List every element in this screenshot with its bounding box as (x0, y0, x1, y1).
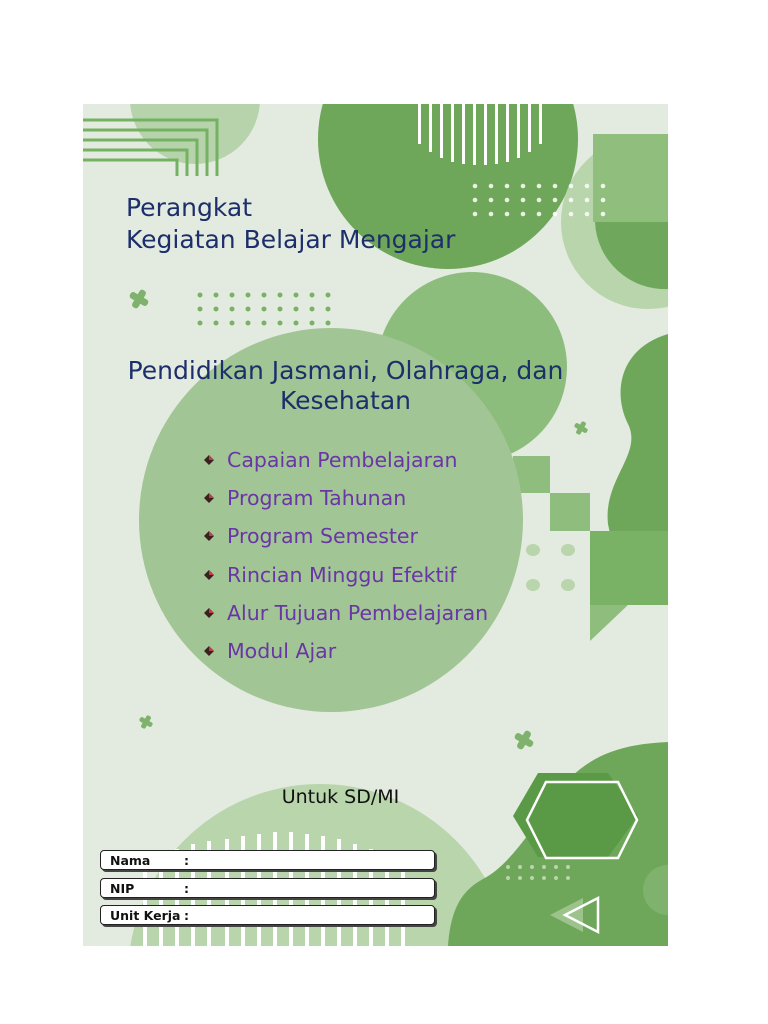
diamond-bullet-icon (203, 485, 217, 511)
list-item (203, 638, 488, 676)
list-item-text: Rincian Minggu Efektif (227, 562, 457, 587)
list-item (203, 523, 488, 561)
field-label: Nama (110, 852, 151, 868)
list-item-text: Program Tahunan (227, 486, 407, 511)
decor-dots-left (198, 293, 331, 326)
field-label: Unit Kerja (110, 907, 181, 923)
field-colon: : (184, 880, 189, 896)
list-item (203, 485, 488, 523)
list-item (203, 447, 488, 485)
list-item-text: Modul Ajar (227, 638, 337, 663)
field-colon: : (184, 907, 189, 923)
contents-list (203, 447, 488, 676)
cover-page (83, 104, 668, 946)
subject-title (83, 356, 608, 416)
diamond-bullet-icon (203, 638, 217, 664)
diamond-bullet-icon (203, 562, 217, 588)
list-item-text: Capaian Pembelajaran (227, 448, 458, 472)
nip-field[interactable] (100, 878, 435, 898)
school-level: Untuk SD/MI (281, 786, 400, 808)
diamond-bullet-icon (203, 523, 217, 549)
list-item-text: Alur Tujuan Pembelajaran (227, 600, 489, 625)
list-item (203, 600, 488, 638)
name-field[interactable] (100, 850, 435, 870)
work-unit-field[interactable] (100, 905, 435, 925)
document-title (126, 192, 455, 256)
field-colon: : (184, 852, 189, 868)
diamond-bullet-icon (203, 600, 217, 626)
subject-line-2: Kesehatan (279, 386, 412, 415)
diamond-bullet-icon (203, 447, 217, 473)
list-item-text: Program Semester (227, 524, 418, 549)
decor-circle-top-left (130, 104, 260, 164)
title-line-2: Kegiatan Belajar Mengajar (126, 225, 456, 254)
field-label: NIP (110, 880, 135, 896)
list-item (203, 562, 488, 600)
title-line-1: Perangkat (126, 193, 253, 222)
decor-dots-pairs (526, 544, 575, 591)
subject-line-1: Pendidikan Jasmani, Olahraga, dan (127, 356, 564, 385)
